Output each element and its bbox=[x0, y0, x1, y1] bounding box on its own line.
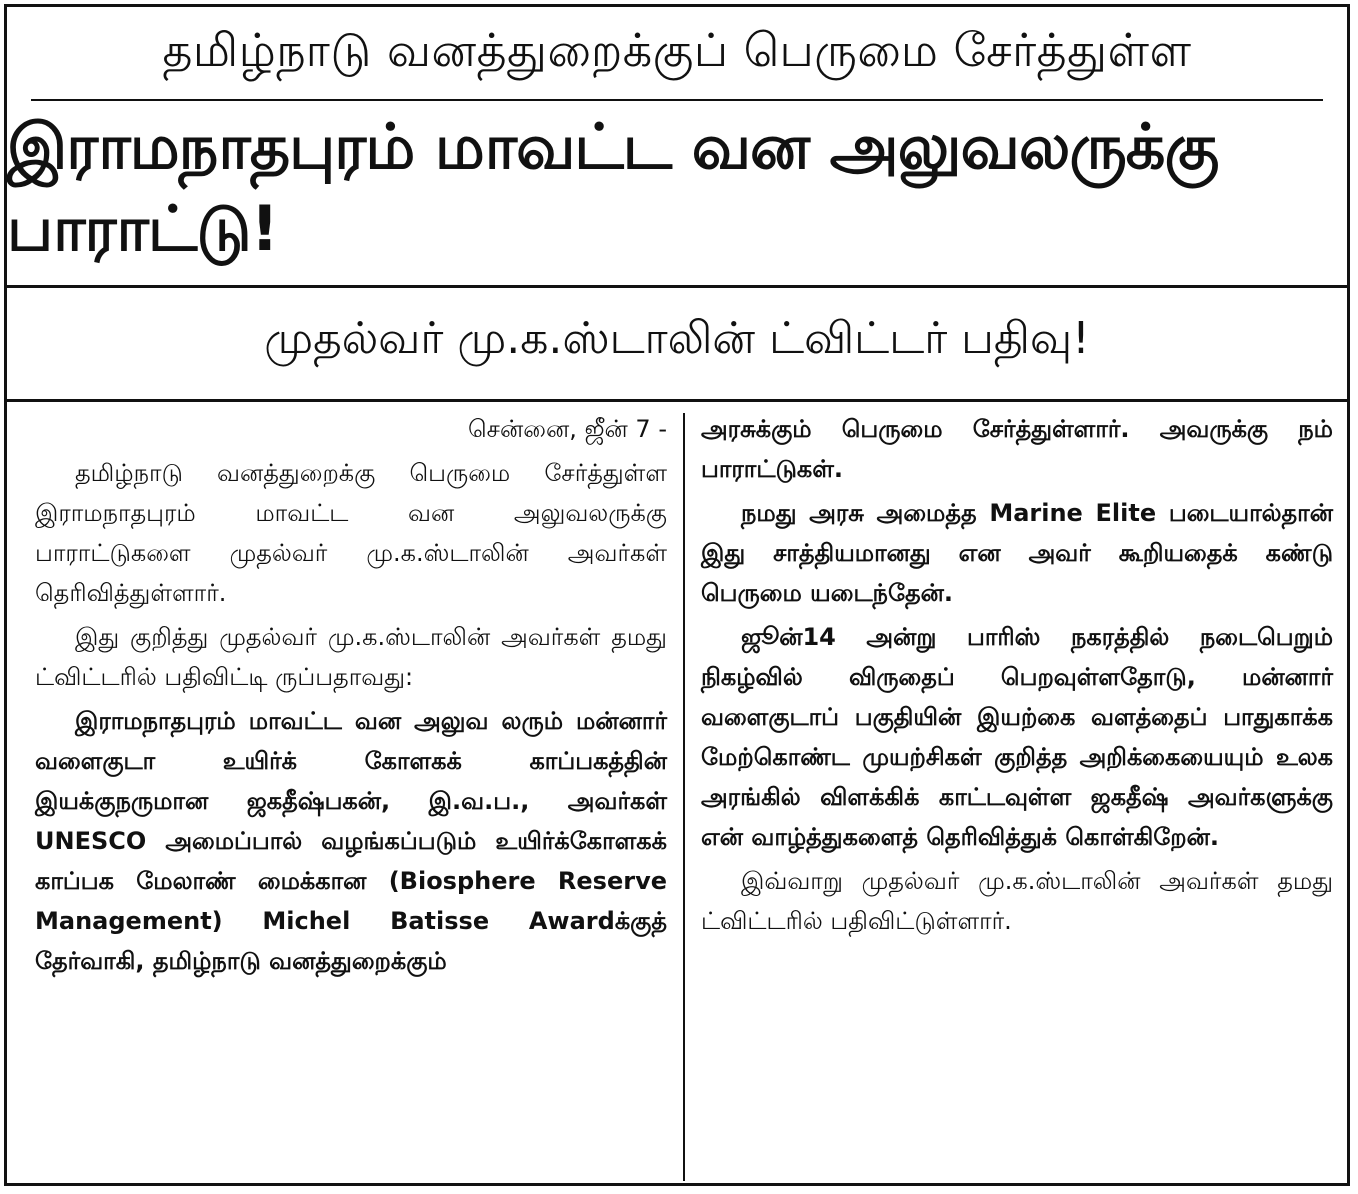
right-paragraph-3: ஜூன்14 அன்று பாரிஸ் நகரத்தில் நடைபெறும் நிகழ்வில் விருதைப் பெறவுள்ளதோடு, மன்னார் வளைகுடாப் பகுதியின் இயற்கை வளத்தைப் பாதுகாக்க மேற்கொண்ட முயற்சிகள் குறித்த அறிக்கையையும் உலக அரங்கில் விளக்கிக் காட்டவுள்ள ஜகதீஷ் அவர்களுக்கு என் வாழ்த்துகளைத் தெரிவித்துக் கொள்கிறேன். bbox=[701, 623, 1333, 851]
article-frame bbox=[4, 4, 1350, 1186]
headline-divider bbox=[7, 285, 1347, 288]
subheadline bbox=[7, 291, 1347, 391]
subheadline-text: முதல்வர் மு.க.ஸ்டாலின் ட்விட்டர் பதிவு! bbox=[264, 312, 1090, 364]
headline bbox=[7, 107, 1347, 277]
kicker-divider bbox=[31, 99, 1323, 101]
left-paragraph-2: இது குறித்து முதல்வர் மு.க.ஸ்டாலின் அவர்கள் தமது ட்விட்டரில் பதிவிட்டி ருப்பதாவது: bbox=[35, 623, 667, 691]
dateline: சென்னை, ஜீன் 7 - bbox=[467, 415, 667, 443]
column-divider bbox=[683, 413, 685, 1181]
kicker-line bbox=[7, 7, 1347, 99]
left-paragraph-1: தமிழ்நாடு வனத்துறைக்கு பெருமை சேர்த்துள்ள இராமநாதபுரம் மாவட்ட வன அலுவலருக்கு பாராட்டுகளை முதல்வர் மு.க.ஸ்டாலின் அவர்கள் தெரிவித்துள்ளார். bbox=[35, 459, 667, 607]
kicker-text: தமிழ்நாடு வனத்துறைக்குப் பெருமை சேர்த்துள்ள bbox=[162, 22, 1192, 77]
left-paragraph-3: இராமநாதபுரம் மாவட்ட வன அலுவ லரும் மன்னார் வளைகுடா உயிர்க் கோளகக் காப்பகத்தின் இயக்குநருமான ஜகதீஷ்பகன், இ.வ.ப., அவர்கள் UNESCO அமைப்பால் வழங்கப்படும் உயிர்க்கோளகக் காப்பக மேலாண் மைக்கான (Biosphere Reserve Management) Michel Batisse Awardக்குத் தேர்வாகி, தமிழ்நாடு வனத்துறைக்கும் bbox=[35, 707, 667, 975]
right-paragraph-4: இவ்வாறு முதல்வர் மு.க.ஸ்டாலின் அவர்கள் தமது ட்விட்டரில் பதிவிட்டுள்ளார். bbox=[701, 867, 1333, 935]
right-paragraph-2: நமது அரசு அமைத்த Marine Elite படையால்தான் இது சாத்தியமானது என அவர் கூறியதைக் கண்டு பெருமை யடைந்தேன். bbox=[701, 499, 1333, 607]
subheadline-divider bbox=[7, 399, 1347, 402]
right-paragraph-1: அரசுக்கும் பெருமை சேர்த்துள்ளார். அவருக்கு நம் பாராட்டுகள். bbox=[701, 415, 1333, 483]
right-column bbox=[701, 409, 1333, 945]
left-column bbox=[35, 409, 667, 985]
headline-text: இராமநாதபுரம் மாவட்ட வன அலுவலருக்கு பாராட்டு! bbox=[7, 110, 1219, 265]
